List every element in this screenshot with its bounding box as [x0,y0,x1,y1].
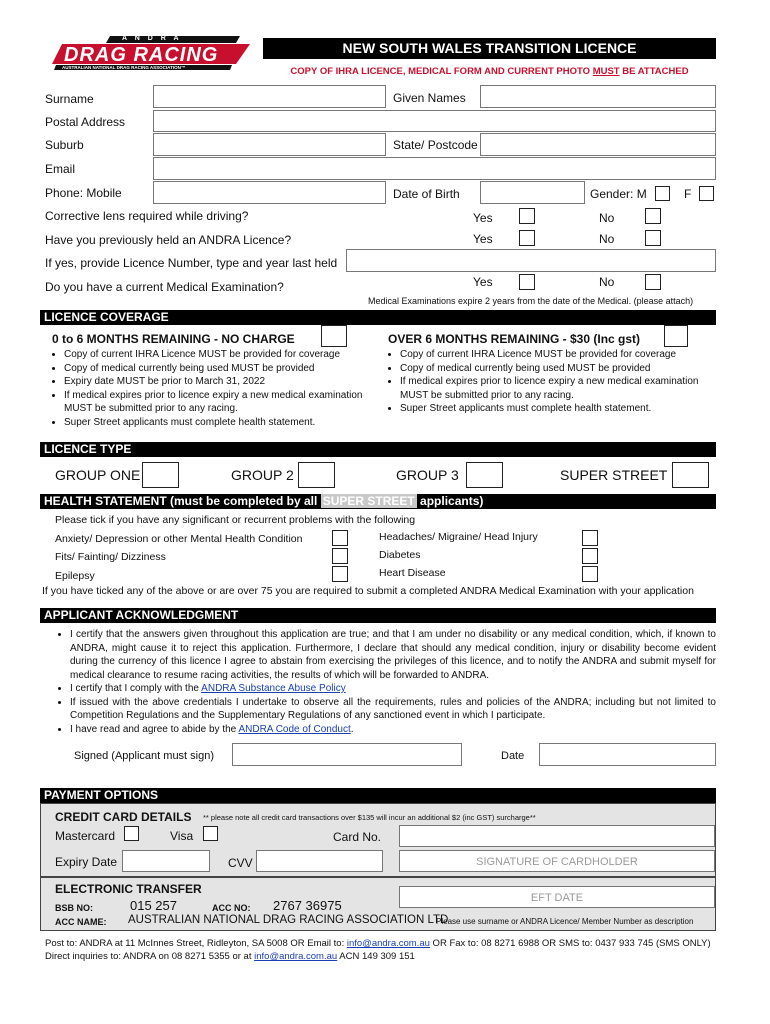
coverage-paid-checkbox[interactable] [664,325,688,347]
eft-title: ELECTRONIC TRANSFER [55,882,202,896]
list-item: • Super Street applicants must complete health statement. [64,416,372,430]
lens-yes-label: Yes [473,211,493,225]
coverage-right-title: OVER 6 MONTHS REMAINING - $30 (Inc gst) [388,332,641,346]
lens-yes-checkbox[interactable] [519,208,535,224]
logo-main-text: DRAG RACING [64,44,219,66]
diabetes-checkbox[interactable] [582,548,598,564]
given-names-label: Given Names [393,91,466,105]
gender-f-label: F [684,187,692,201]
medical-note: Medical Examinations expire 2 years from the date of the Medical. (please attach) [368,296,694,306]
postal-address-label: Postal Address [45,115,126,129]
anxiety-label: Anxiety/ Depression or other Mental Health Condition [55,533,303,545]
list-item: • I have read and agree to abide by the ANDRA Code of Conduct. [70,723,716,737]
lens-no-checkbox[interactable] [645,208,661,224]
date-input[interactable] [539,743,716,766]
footer-email-link[interactable]: info@andra.com.au [346,938,430,949]
date-label: Date [501,750,525,762]
footer-line-2: Direct inquiries to: ANDRA on 08 8271 5355 or at info@andra.com.au ACN 149 309 151 [45,951,415,962]
coverage-bar: LICENCE COVERAGE [40,310,716,325]
acc-label: ACC NO: [212,903,251,913]
group-one-label: GROUP ONE [55,467,141,483]
list-item: • If medical expires prior to licence expiry a new medical examination MUST be submitted prior to any racing. [64,389,372,416]
list-item: • If medical expires prior to licence expiry a new medical examination MUST be submitted prior to any racing. [400,375,708,402]
medical-yes-checkbox[interactable] [519,274,535,290]
group-three-checkbox[interactable] [466,462,503,488]
list-item: • Copy of medical currently being used MUST be provided [400,362,708,376]
ack-list [52,628,716,736]
surname-input[interactable] [153,85,386,108]
diabetes-label: Diabetes [379,549,421,561]
group-one-checkbox[interactable] [142,462,179,488]
code-of-conduct-link[interactable]: ANDRA Code of Conduct [238,723,351,735]
eft-date-input[interactable]: EFT DATE [399,886,715,908]
acc-name-label: ACC NAME: [55,917,107,927]
subtitle: COPY OF IHRA LICENCE, MEDICAL FORM AND CURRENT PHOTO MUST BE ATTACHED [290,66,689,77]
health-note: If you have ticked any of the above or are over 75 you are required to submit a completed ANDRA Medical Examination with your application [42,585,694,597]
state-postcode-input[interactable] [480,133,716,156]
cvv-input[interactable] [256,850,383,872]
heart-label: Heart Disease [379,567,446,579]
visa-label: Visa [170,829,194,843]
acc-name-value: AUSTRALIAN NATIONAL DRAG RACING ASSOCIATION LTD [128,914,449,926]
page-title: NEW SOUTH WALES TRANSITION LICENCE [342,40,637,56]
fits-label: Fits/ Fainting/ Dizziness [55,551,166,563]
substance-policy-link[interactable]: ANDRA Substance Abuse Policy [201,683,346,694]
payment-bar: PAYMENT OPTIONS [40,788,716,803]
prev-details-label: If yes, provide Licence Number, type and year last held [45,256,338,270]
signed-label: Signed (Applicant must sign) [74,750,215,762]
gender-f-checkbox[interactable] [699,186,714,201]
coverage-left-title: 0 to 6 MONTHS REMAINING - NO CHARGE [52,332,295,346]
gender-m-checkbox[interactable] [655,186,670,201]
coverage-no-charge-checkbox[interactable] [321,325,347,347]
list-item: • Copy of current IHRA Licence MUST be provided for coverage [400,348,708,362]
cardholder-signature-input[interactable]: SIGNATURE OF CARDHOLDER [399,850,715,872]
medical-question: Do you have a current Medical Examination? [45,280,284,294]
acc-value: 2767 36975 [273,898,342,913]
logo-top-text: A N D R A [122,35,182,42]
footer-email-link-2[interactable]: info@andra.com.au [254,951,338,962]
list-item: • Copy of current IHRA Licence MUST be provided for coverage [64,348,372,362]
list-item: • If issued with the above credentials I undertake to observe all the requirements, rules and policies of the ANDRA; including but not limited to Competition Regulations and the Supplementary Regulations of any sanctioned event in which I participate. [70,696,716,723]
licence-type-bar: LICENCE TYPE [40,442,716,457]
medical-yes-label: Yes [473,275,493,289]
bsb-label: BSB NO: [55,903,93,913]
signature-input[interactable] [232,743,462,766]
prev-yes-checkbox[interactable] [519,230,535,246]
prev-no-checkbox[interactable] [645,230,661,246]
prev-yes-label: Yes [473,232,493,246]
coverage-left-list [52,348,372,429]
eft-panel [40,877,716,931]
cc-title: CREDIT CARD DETAILS [55,810,192,824]
dob-label: Date of Birth [393,187,460,201]
mastercard-checkbox[interactable] [124,826,139,841]
anxiety-checkbox[interactable] [332,530,348,546]
visa-checkbox[interactable] [203,826,218,841]
medical-no-checkbox[interactable] [645,274,661,290]
surname-label: Surname [45,92,94,106]
mastercard-label: Mastercard [55,829,116,843]
super-street-label: SUPER STREET [560,467,668,483]
group-three-label: GROUP 3 [396,467,459,483]
andra-logo [50,34,255,76]
postal-address-input[interactable] [153,110,716,132]
gender-label: Gender: M [590,187,647,201]
card-no-label: Card No. [333,830,382,844]
expiry-label: Expiry Date [55,855,118,869]
phone-input[interactable] [153,181,386,204]
cvv-label: CVV [228,856,253,870]
list-item: • I certify that the answers given throughout this application are true; and that I am under no disability or any medical condition, which, if known to ANDRA, might cause it to reject this application. Furthermore, I declare that should any medical condition, injury or disability become evident during the currency of this licence I agree to abstain from exercising the privileges of this licence, and to notify the ANDRA and submit myself for medical clearance to resume racing activities, the results of which will be forwarded to ANDRA. [70,628,716,682]
prev-licence-question: Have you previously held an ANDRA Licence? [45,233,292,247]
ack-bar: APPLICANT ACKNOWLEDGMENT [40,608,716,623]
card-no-input[interactable] [399,825,715,847]
given-names-input[interactable] [480,85,716,108]
health-bar: HEALTH STATEMENT (must be completed by all SUPER STREET applicants) [40,494,716,509]
suburb-input[interactable] [153,133,386,156]
phone-label: Phone: Mobile [45,186,122,200]
state-postcode-label: State/ Postcode [393,138,478,152]
prev-details-input[interactable] [346,249,716,272]
list-item: • I certify that I comply with the ANDRA Substance Abuse Policy [70,682,716,696]
heart-checkbox[interactable] [582,566,598,582]
epilepsy-checkbox[interactable] [332,566,348,582]
super-street-checkbox[interactable] [672,462,709,488]
list-item: • Expiry date MUST be prior to March 31, 2022 [64,375,372,389]
fits-checkbox[interactable] [332,548,348,564]
title-bar [263,38,716,59]
prev-no-label: No [599,232,615,246]
acc-note: Please use surname or ANDRA Licence/ Member Number as description [436,917,694,926]
group-two-label: GROUP 2 [231,467,294,483]
coverage-right-list [388,348,708,416]
expiry-input[interactable] [122,850,210,872]
email-input[interactable] [153,157,716,180]
lens-no-label: No [599,211,615,225]
lens-question: Corrective lens required while driving? [45,209,249,223]
email-label: Email [45,162,76,176]
group-two-checkbox[interactable] [298,462,335,488]
headaches-checkbox[interactable] [582,530,598,546]
bsb-value: 015 257 [130,898,177,913]
credit-card-panel [40,803,716,877]
logo-sub-text: AUSTRALIAN NATIONAL DRAG RACING ASSOCIATION™ [62,65,186,70]
footer-line-1: Post to: ANDRA at 11 McInnes Street, Ridleyton, SA 5008 OR Email to: info@andra.com.au OR Fax to: 08 8271 6988 OR SMS to: 0437 933 745 (SMS ONLY) [45,938,711,949]
list-item: • Copy of medical currently being used MUST be provided [64,362,372,376]
cc-note: ** please note all credit card transactions over $135 will incur an additional $2 (inc GST) surcharge** [203,813,536,822]
suburb-label: Suburb [45,138,84,152]
health-intro: Please tick if you have any significant or recurrent problems with the following [55,514,416,526]
headaches-label: Headaches/ Migraine/ Head Injury [379,531,538,543]
epilepsy-label: Epilepsy [55,570,95,582]
medical-no-label: No [599,275,615,289]
dob-input[interactable] [480,181,585,204]
list-item: • Super Street applicants must complete health statement. [400,402,708,416]
